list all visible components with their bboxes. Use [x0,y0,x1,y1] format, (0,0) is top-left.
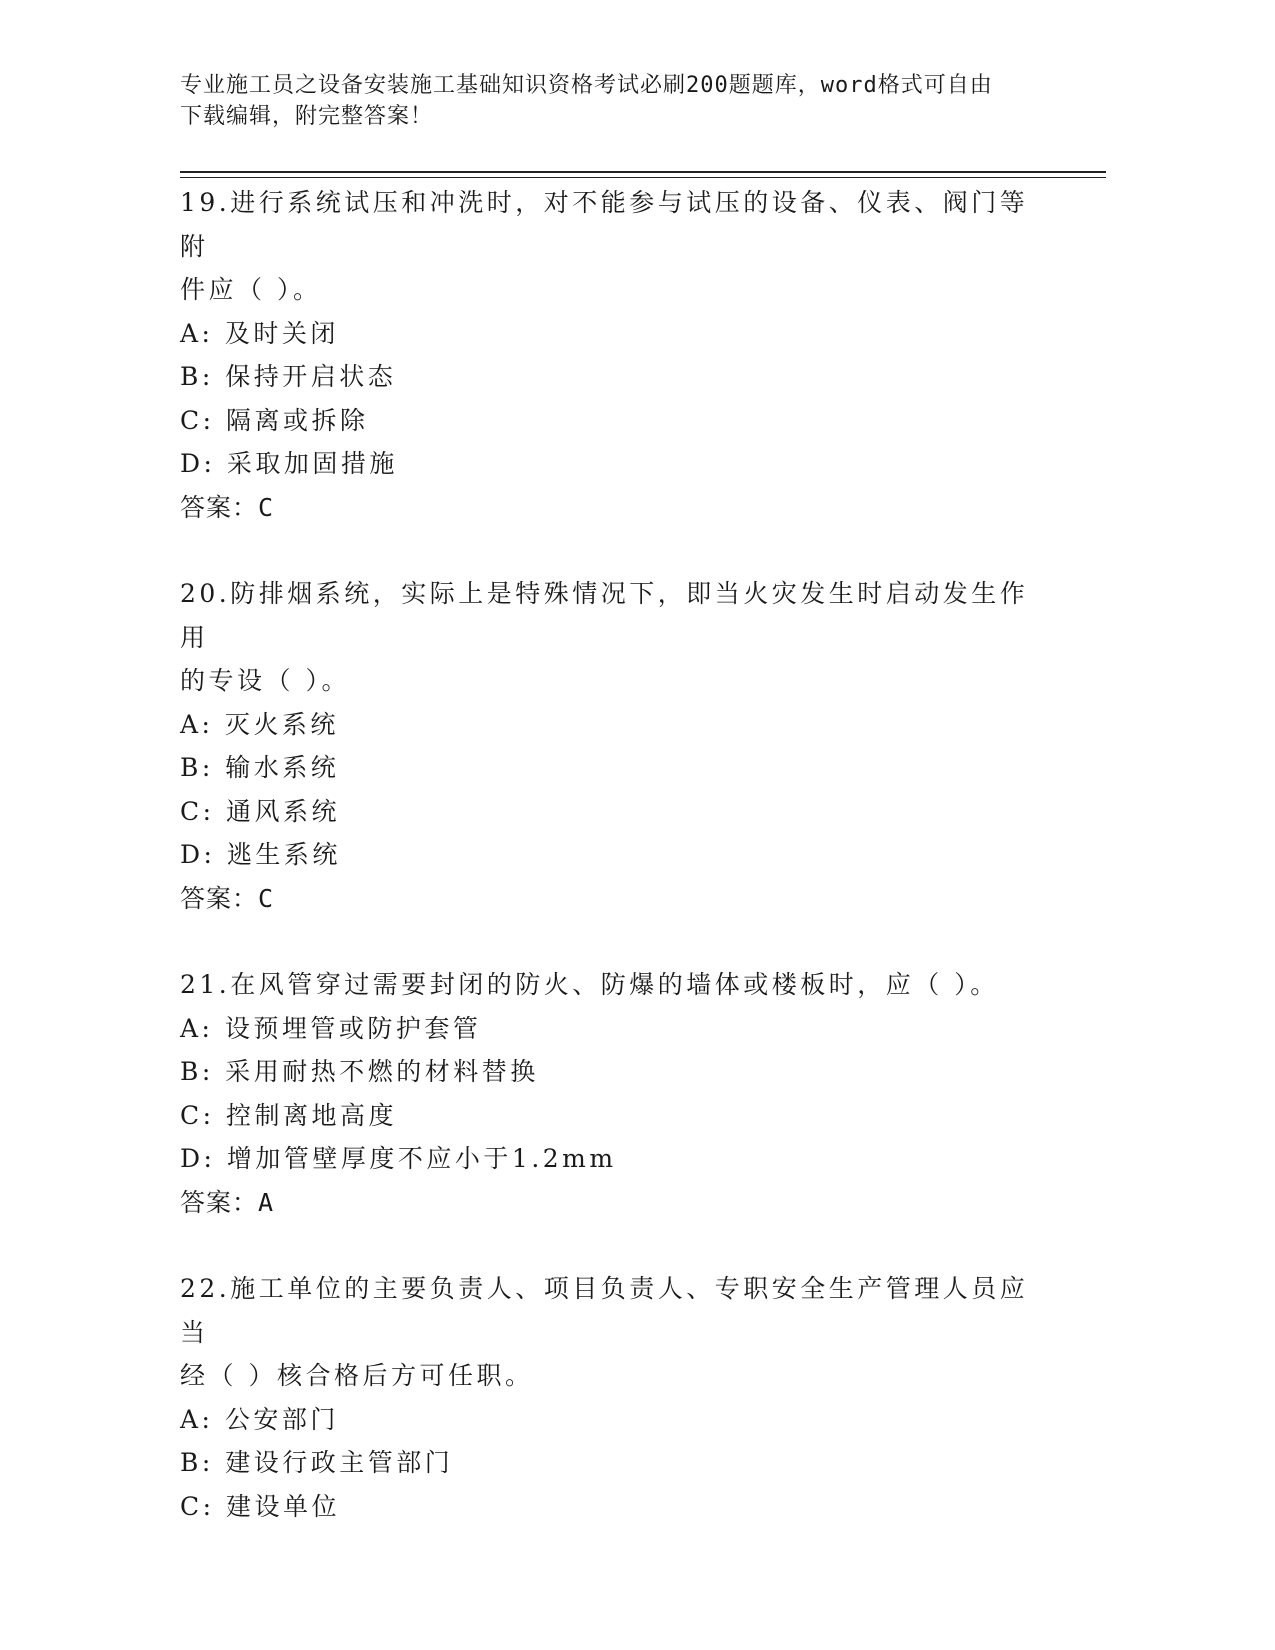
option-a: A: 灭火系统 [180,709,339,739]
header-line-1: 专业施工员之设备安装施工基础知识资格考试必刷200题题库，word格式可自由 [180,73,993,98]
question-20 [180,572,1040,920]
question-stem: 22.施工单位的主要负责人、项目负责人、专职安全生产管理人员应当 [180,1274,1029,1347]
option-a: A: 及时关闭 [180,318,339,348]
answer: 答案：C [180,492,275,522]
question-21 [180,963,1040,1224]
question-22 [180,1267,1040,1528]
question-stem: 19.进行系统试压和冲洗时，对不能参与试压的设备、仪表、阀门等附 [180,188,1029,261]
answer: 答案：C [180,883,275,913]
question-stem: 21.在风管穿过需要封闭的防火、防爆的墙体或楼板时，应（ ）。 [180,970,999,999]
option-c: C: 隔离或拆除 [180,405,369,435]
question-stem-continued: 件应（ ）。 [180,275,322,304]
header-line-2: 下载编辑，附完整答案！ [180,104,434,129]
document-header [180,70,1040,132]
question-stem: 20.防排烟系统，实际上是特殊情况下，即当火灾发生时启动发生作用 [180,579,1029,652]
option-b: B: 采用耐热不燃的材料替换 [180,1057,539,1086]
question-list [180,181,1040,1571]
option-d: D: 增加管壁厚度不应小于1.2mm [180,1144,617,1173]
question-19 [180,181,1040,529]
option-c: C: 通风系统 [180,796,340,826]
option-a: A: 公安部门 [180,1404,339,1434]
question-stem-continued: 的专设（ ）。 [180,666,350,695]
option-d: D: 采取加固措施 [180,449,398,478]
option-c: C: 建设单位 [180,1491,340,1521]
option-b: B: 保持开启状态 [180,362,397,391]
option-c: C: 控制离地高度 [180,1100,397,1130]
option-d: D: 逃生系统 [180,840,341,869]
option-b: B: 建设行政主管部门 [180,1448,454,1477]
question-stem-continued: 经（ ）核合格后方可任职。 [180,1361,534,1390]
answer: 答案：A [180,1187,275,1217]
header-divider [180,171,1106,178]
option-a: A: 设预埋管或防护套管 [180,1013,482,1043]
option-b: B: 输水系统 [180,753,340,782]
